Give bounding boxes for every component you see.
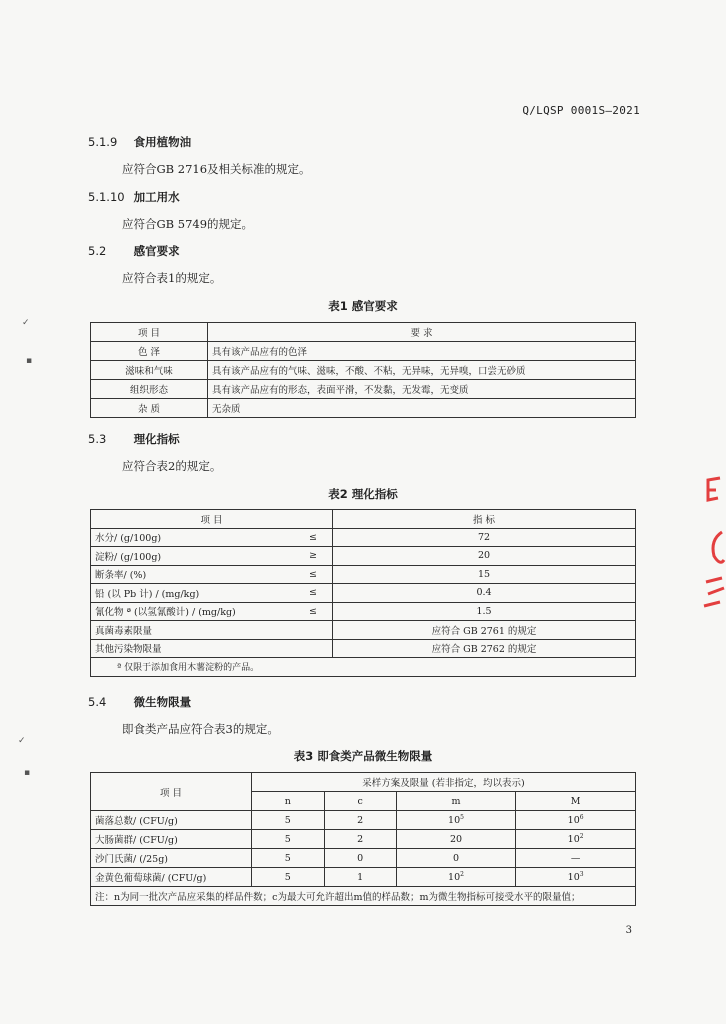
section-text: 应符合GB 2716及相关标准的规定。 — [122, 162, 311, 176]
table-note: 注：n为同一批次产品应采集的样品件数；c为最大可允许超出m值的样品数；m为微生物指标可接受水平的限量值； — [91, 887, 636, 906]
section-title: 理化指标 — [133, 432, 180, 446]
table-note-row — [91, 887, 636, 906]
table1-caption: 表1 感官要求 — [328, 299, 398, 313]
table-cell: ≤ — [294, 528, 333, 547]
scan-mark: ▪ — [26, 356, 33, 366]
section-heading — [88, 431, 180, 447]
table-cell: 水分/ (g/100g) — [91, 528, 295, 547]
table-cell: 滋味和气味 — [91, 361, 208, 380]
table-header-row — [91, 510, 636, 529]
seal-edge-icon — [700, 470, 726, 620]
cell-base: 0 — [452, 853, 460, 864]
cell-base: 10 — [448, 815, 461, 826]
section-title: 加工用水 — [133, 190, 180, 204]
table-cell: 杂 质 — [91, 399, 208, 418]
table-row — [91, 602, 636, 621]
section-text: 应符合表1的规定。 — [122, 271, 222, 285]
cell-exponent: 3 — [579, 871, 584, 878]
cell-base: — — [570, 853, 581, 864]
table-cell: 0.4 — [333, 584, 636, 603]
table-cell: 15 — [333, 565, 636, 584]
table-header: M — [516, 792, 636, 811]
table-cell: ≥ — [294, 547, 333, 566]
table-header: 项 目 — [91, 323, 208, 342]
table-cell: 应符合 GB 2762 的规定 — [333, 639, 636, 658]
sensory-table — [90, 322, 636, 418]
table-row — [91, 399, 636, 418]
table-note-row — [91, 658, 636, 677]
table-cell: ≤ — [294, 584, 333, 603]
cell-base: 10 — [448, 872, 461, 883]
table-row — [91, 547, 636, 566]
table-row — [91, 528, 636, 547]
table-row — [91, 621, 636, 640]
table-header: 指 标 — [333, 510, 636, 529]
table-header: 项 目 — [91, 510, 333, 529]
red-seal-fragment — [700, 470, 726, 620]
section-number: 5.4 — [88, 695, 107, 709]
table-row — [91, 830, 636, 849]
table-cell — [516, 868, 636, 887]
section-text: 应符合GB 5749的规定。 — [122, 217, 254, 231]
cell-base: 10 — [567, 872, 580, 883]
table-cell: 2 — [324, 811, 396, 830]
table-row — [91, 361, 636, 380]
table-header: 采样方案及限量 (若非指定，均以表示) — [252, 773, 636, 792]
cell-base: 20 — [449, 834, 463, 845]
section-heading — [88, 134, 191, 150]
table-cell: 沙门氏菌/ (/25g) — [91, 849, 252, 868]
section-title: 食用植物油 — [133, 135, 192, 149]
section-number: 5.1.9 — [88, 135, 118, 149]
table-cell — [396, 811, 516, 830]
table-header: 项 目 — [91, 773, 252, 811]
table-header: c — [324, 792, 396, 811]
table-cell: 72 — [333, 528, 636, 547]
cell-exponent: 5 — [460, 814, 464, 821]
table-header: m — [396, 792, 516, 811]
table-cell: 2 — [324, 830, 396, 849]
table-cell: 具有该产品应有的形态，表面平滑，不发黏，无发霉，无变质 — [208, 380, 636, 399]
physicochemical-table — [90, 509, 636, 677]
table-cell: 5 — [252, 811, 325, 830]
table-cell: 20 — [333, 547, 636, 566]
table-cell: 1 — [324, 868, 396, 887]
section-number: 5.3 — [88, 432, 107, 446]
table-cell: 组织形态 — [91, 380, 208, 399]
table-cell: ≤ — [294, 602, 333, 621]
table-cell: 无杂质 — [208, 399, 636, 418]
table-header-row — [91, 323, 636, 342]
section-number: 5.2 — [88, 244, 107, 258]
table-row — [91, 811, 636, 830]
table-cell: 淀粉/ (g/100g) — [91, 547, 295, 566]
standard-code: Q/LQSP 0001S—2021 — [522, 104, 640, 117]
table-header: 要 求 — [208, 323, 636, 342]
scan-mark: ✓ — [22, 318, 30, 328]
table-note: ª 仅限于添加食用木薯淀粉的产品。 — [91, 658, 636, 677]
table-cell — [516, 811, 636, 830]
section-text: 即食类产品应符合表3的规定。 — [122, 722, 279, 736]
table-cell: 应符合 GB 2761 的规定 — [333, 621, 636, 640]
table-header: n — [252, 792, 325, 811]
table2-caption: 表2 理化指标 — [328, 487, 398, 501]
section-title: 感官要求 — [133, 244, 180, 258]
table-cell: 0 — [324, 849, 396, 868]
table-cell — [516, 830, 636, 849]
table-cell — [516, 849, 636, 868]
cell-base: 10 — [567, 834, 580, 845]
table-cell: 菌落总数/ (CFU/g) — [91, 811, 252, 830]
table3-caption: 表3 即食类产品微生物限量 — [293, 749, 433, 763]
section-text: 应符合表2的规定。 — [122, 459, 222, 473]
section-heading — [88, 243, 180, 259]
table-cell: 真菌毒素限量 — [91, 621, 295, 640]
scan-mark: ✓ — [18, 736, 26, 746]
table-cell: 5 — [252, 868, 325, 887]
table-cell: ≤ — [294, 565, 333, 584]
cell-exponent: 6 — [579, 814, 584, 821]
table-cell: 大肠菌群/ (CFU/g) — [91, 830, 252, 849]
section-title: 微生物限量 — [133, 695, 192, 709]
microbial-table — [90, 772, 636, 906]
cell-base: 10 — [567, 815, 580, 826]
table-cell: 其他污染物限量 — [91, 639, 295, 658]
section-heading — [88, 189, 180, 205]
table-row — [91, 584, 636, 603]
table-cell — [396, 868, 516, 887]
table-row — [91, 342, 636, 361]
cell-exponent: 2 — [460, 871, 464, 878]
table-cell — [396, 849, 516, 868]
cell-exponent: 2 — [579, 833, 584, 840]
table-cell — [294, 621, 333, 640]
table-cell: 金黄色葡萄球菌/ (CFU/g) — [91, 868, 252, 887]
table-cell — [294, 639, 333, 658]
table-cell: 5 — [252, 849, 325, 868]
table-cell: 氰化物 ª (以氢氰酸计) / (mg/kg) — [91, 602, 295, 621]
scan-mark: ▪ — [24, 768, 31, 778]
table-cell: 5 — [252, 830, 325, 849]
page-number: 3 — [625, 925, 632, 936]
table-header-row — [91, 773, 636, 792]
table-cell: 色 泽 — [91, 342, 208, 361]
table-cell: 具有该产品应有的气味、滋味，不酸、不粘，无异味，无异嗅，口尝无砂质 — [208, 361, 636, 380]
table-row — [91, 565, 636, 584]
section-heading — [88, 694, 191, 710]
table-row — [91, 868, 636, 887]
table-cell: 断条率/ (%) — [91, 565, 295, 584]
section-number: 5.1.10 — [88, 190, 125, 204]
table-cell: 具有该产品应有的色泽 — [208, 342, 636, 361]
table-cell: 1.5 — [333, 602, 636, 621]
table-row — [91, 639, 636, 658]
table-cell: 铅 (以 Pb 计) / (mg/kg) — [91, 584, 295, 603]
table-row — [91, 380, 636, 399]
table-row — [91, 849, 636, 868]
table-cell — [396, 830, 516, 849]
